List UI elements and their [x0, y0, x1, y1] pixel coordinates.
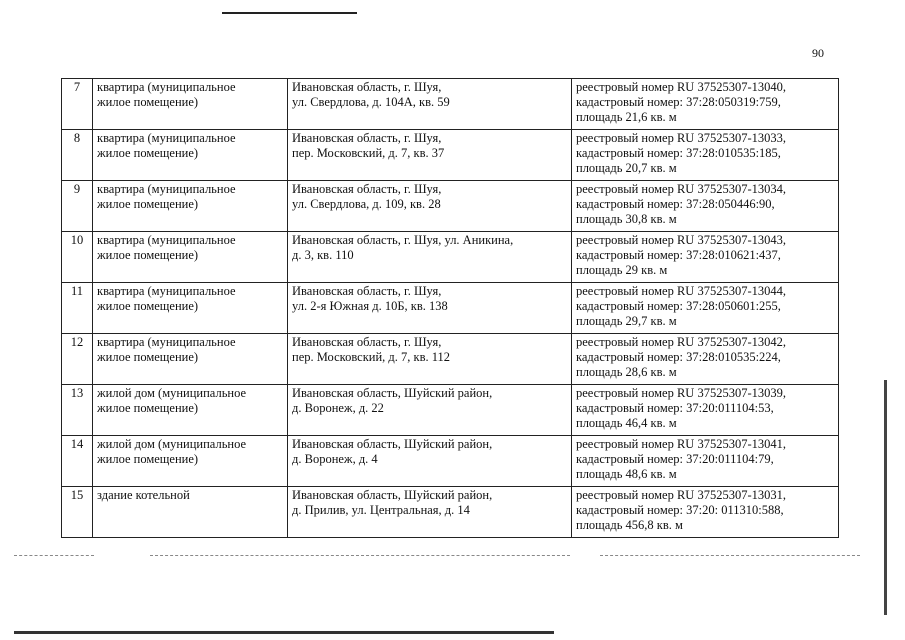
table-row	[62, 487, 839, 538]
cell-registry-info	[572, 79, 839, 130]
cell-object-type	[93, 232, 288, 283]
cell-address-line: д. Воронеж, д. 4	[292, 452, 378, 466]
cell-address	[288, 181, 572, 232]
cell-object-type-line: жилое помещение)	[97, 452, 199, 466]
cell-row-number: 12	[62, 334, 93, 385]
bottom-rule	[14, 631, 554, 634]
cell-address	[288, 79, 572, 130]
cell-registry-info-line: реестровый номер RU 37525307-13043,	[576, 233, 786, 247]
cell-object-type-line: жилое помещение)	[97, 401, 199, 415]
property-table-body	[62, 79, 839, 538]
cell-address-line: Ивановская область, Шуйский район,	[292, 488, 493, 502]
scan-artifact-line	[14, 555, 94, 557]
cell-object-type-line: квартира (муниципальное	[97, 335, 236, 349]
cell-object-type-line: жилое помещение)	[97, 350, 199, 364]
cell-row-number: 8	[62, 130, 93, 181]
cell-registry-info-line: площадь 29,7 кв. м	[576, 314, 677, 328]
cell-registry-info-line: кадастровый номер: 37:20:011104:53,	[576, 401, 774, 415]
cell-address-line: Ивановская область, г. Шуя,	[292, 131, 442, 145]
cell-row-number: 11	[62, 283, 93, 334]
cell-address	[288, 334, 572, 385]
cell-object-type	[93, 79, 288, 130]
cell-object-type-line: жилое помещение)	[97, 95, 199, 109]
cell-registry-info	[572, 385, 839, 436]
cell-object-type	[93, 130, 288, 181]
cell-object-type	[93, 385, 288, 436]
property-table	[61, 78, 839, 538]
cell-row-number: 9	[62, 181, 93, 232]
cell-registry-info-line: площадь 28,6 кв. м	[576, 365, 677, 379]
cell-object-type-line: жилой дом (муниципальное	[97, 437, 247, 451]
scan-artifact-line	[600, 555, 860, 557]
cell-object-type-line: жилое помещение)	[97, 248, 199, 262]
cell-registry-info-line: площадь 21,6 кв. м	[576, 110, 677, 124]
cell-row-number: 10	[62, 232, 93, 283]
cell-registry-info-line: площадь 29 кв. м	[576, 263, 668, 277]
cell-address-line: д. Воронеж, д. 22	[292, 401, 384, 415]
table-row	[62, 181, 839, 232]
cell-row-number: 14	[62, 436, 93, 487]
cell-address-line: Ивановская область, г. Шуя,	[292, 335, 442, 349]
cell-address	[288, 130, 572, 181]
cell-registry-info-line: площадь 46,4 кв. м	[576, 416, 677, 430]
table-row	[62, 436, 839, 487]
cell-object-type	[93, 487, 288, 538]
cell-registry-info-line: кадастровый номер: 37:20: 011310:588,	[576, 503, 784, 517]
cell-registry-info	[572, 487, 839, 538]
cell-registry-info	[572, 181, 839, 232]
table-row	[62, 334, 839, 385]
cell-registry-info-line: площадь 48,6 кв. м	[576, 467, 677, 481]
cell-address-line: Ивановская область, Шуйский район,	[292, 386, 493, 400]
cell-registry-info-line: площадь 456,8 кв. м	[576, 518, 683, 532]
cell-registry-info-line: площадь 30,8 кв. м	[576, 212, 677, 226]
table-row	[62, 232, 839, 283]
cell-registry-info-line: реестровый номер RU 37525307-13044,	[576, 284, 786, 298]
cell-address-line: Ивановская область, г. Шуя,	[292, 284, 442, 298]
cell-object-type-line: квартира (муниципальное	[97, 233, 236, 247]
cell-address	[288, 232, 572, 283]
cell-object-type-line: здание котельной	[97, 488, 190, 502]
cell-registry-info-line: реестровый номер RU 37525307-13033,	[576, 131, 786, 145]
cell-object-type-line: жилое помещение)	[97, 197, 199, 211]
cell-registry-info-line: реестровый номер RU 37525307-13040,	[576, 80, 786, 94]
cell-address-line: ул. Свердлова, д. 109, кв. 28	[292, 197, 441, 211]
cell-address-line: Ивановская область, г. Шуя,	[292, 182, 442, 196]
cell-address-line: д. Прилив, ул. Центральная, д. 14	[292, 503, 470, 517]
cell-registry-info-line: реестровый номер RU 37525307-13034,	[576, 182, 786, 196]
cell-registry-info	[572, 283, 839, 334]
cell-registry-info-line: кадастровый номер: 37:28:010535:224,	[576, 350, 781, 364]
cell-registry-info-line: кадастровый номер: 37:20:011104:79,	[576, 452, 774, 466]
cell-registry-info	[572, 232, 839, 283]
cell-address-line: ул. Свердлова, д. 104А, кв. 59	[292, 95, 450, 109]
table-row	[62, 79, 839, 130]
cell-row-number: 7	[62, 79, 93, 130]
cell-address-line: пер. Московский, д. 7, кв. 112	[292, 350, 451, 364]
cell-object-type	[93, 334, 288, 385]
cell-registry-info-line: кадастровый номер: 37:28:010535:185,	[576, 146, 781, 160]
page-edge-shadow	[884, 380, 887, 615]
cell-object-type-line: квартира (муниципальное	[97, 80, 236, 94]
cell-row-number: 13	[62, 385, 93, 436]
cell-registry-info	[572, 436, 839, 487]
cell-address-line: Ивановская область, г. Шуя, ул. Аникина,	[292, 233, 514, 247]
cell-registry-info-line: кадастровый номер: 37:28:050601:255,	[576, 299, 781, 313]
table-row	[62, 130, 839, 181]
table-row	[62, 385, 839, 436]
cell-address	[288, 436, 572, 487]
cell-address-line: Ивановская область, Шуйский район,	[292, 437, 493, 451]
cell-registry-info-line: площадь 20,7 кв. м	[576, 161, 677, 175]
cell-registry-info-line: реестровый номер RU 37525307-13041,	[576, 437, 786, 451]
cell-registry-info-line: реестровый номер RU 37525307-13039,	[576, 386, 786, 400]
cell-registry-info-line: кадастровый номер: 37:28:050446:90,	[576, 197, 775, 211]
cell-object-type-line: жилое помещение)	[97, 146, 199, 160]
cell-address	[288, 385, 572, 436]
cell-registry-info	[572, 130, 839, 181]
top-rule	[222, 12, 357, 14]
cell-address-line: Ивановская область, г. Шуя,	[292, 80, 442, 94]
cell-address-line: ул. 2-я Южная д. 10Б, кв. 138	[292, 299, 448, 313]
cell-registry-info-line: кадастровый номер: 37:28:010621:437,	[576, 248, 781, 262]
cell-object-type	[93, 436, 288, 487]
cell-registry-info	[572, 334, 839, 385]
cell-object-type-line: жилое помещение)	[97, 299, 199, 313]
scan-artifact-line	[150, 555, 570, 557]
cell-address-line: д. 3, кв. 110	[292, 248, 354, 262]
cell-registry-info-line: реестровый номер RU 37525307-13042,	[576, 335, 786, 349]
cell-registry-info-line: кадастровый номер: 37:28:050319:759,	[576, 95, 781, 109]
cell-object-type	[93, 181, 288, 232]
cell-object-type-line: квартира (муниципальное	[97, 131, 236, 145]
cell-row-number: 15	[62, 487, 93, 538]
cell-object-type-line: квартира (муниципальное	[97, 182, 236, 196]
cell-address	[288, 487, 572, 538]
cell-address-line: пер. Московский, д. 7, кв. 37	[292, 146, 445, 160]
cell-object-type-line: жилой дом (муниципальное	[97, 386, 247, 400]
cell-object-type-line: квартира (муниципальное	[97, 284, 236, 298]
cell-address	[288, 283, 572, 334]
cell-registry-info-line: реестровый номер RU 37525307-13031,	[576, 488, 786, 502]
page-number: 90	[812, 46, 824, 60]
cell-object-type	[93, 283, 288, 334]
table-row	[62, 283, 839, 334]
